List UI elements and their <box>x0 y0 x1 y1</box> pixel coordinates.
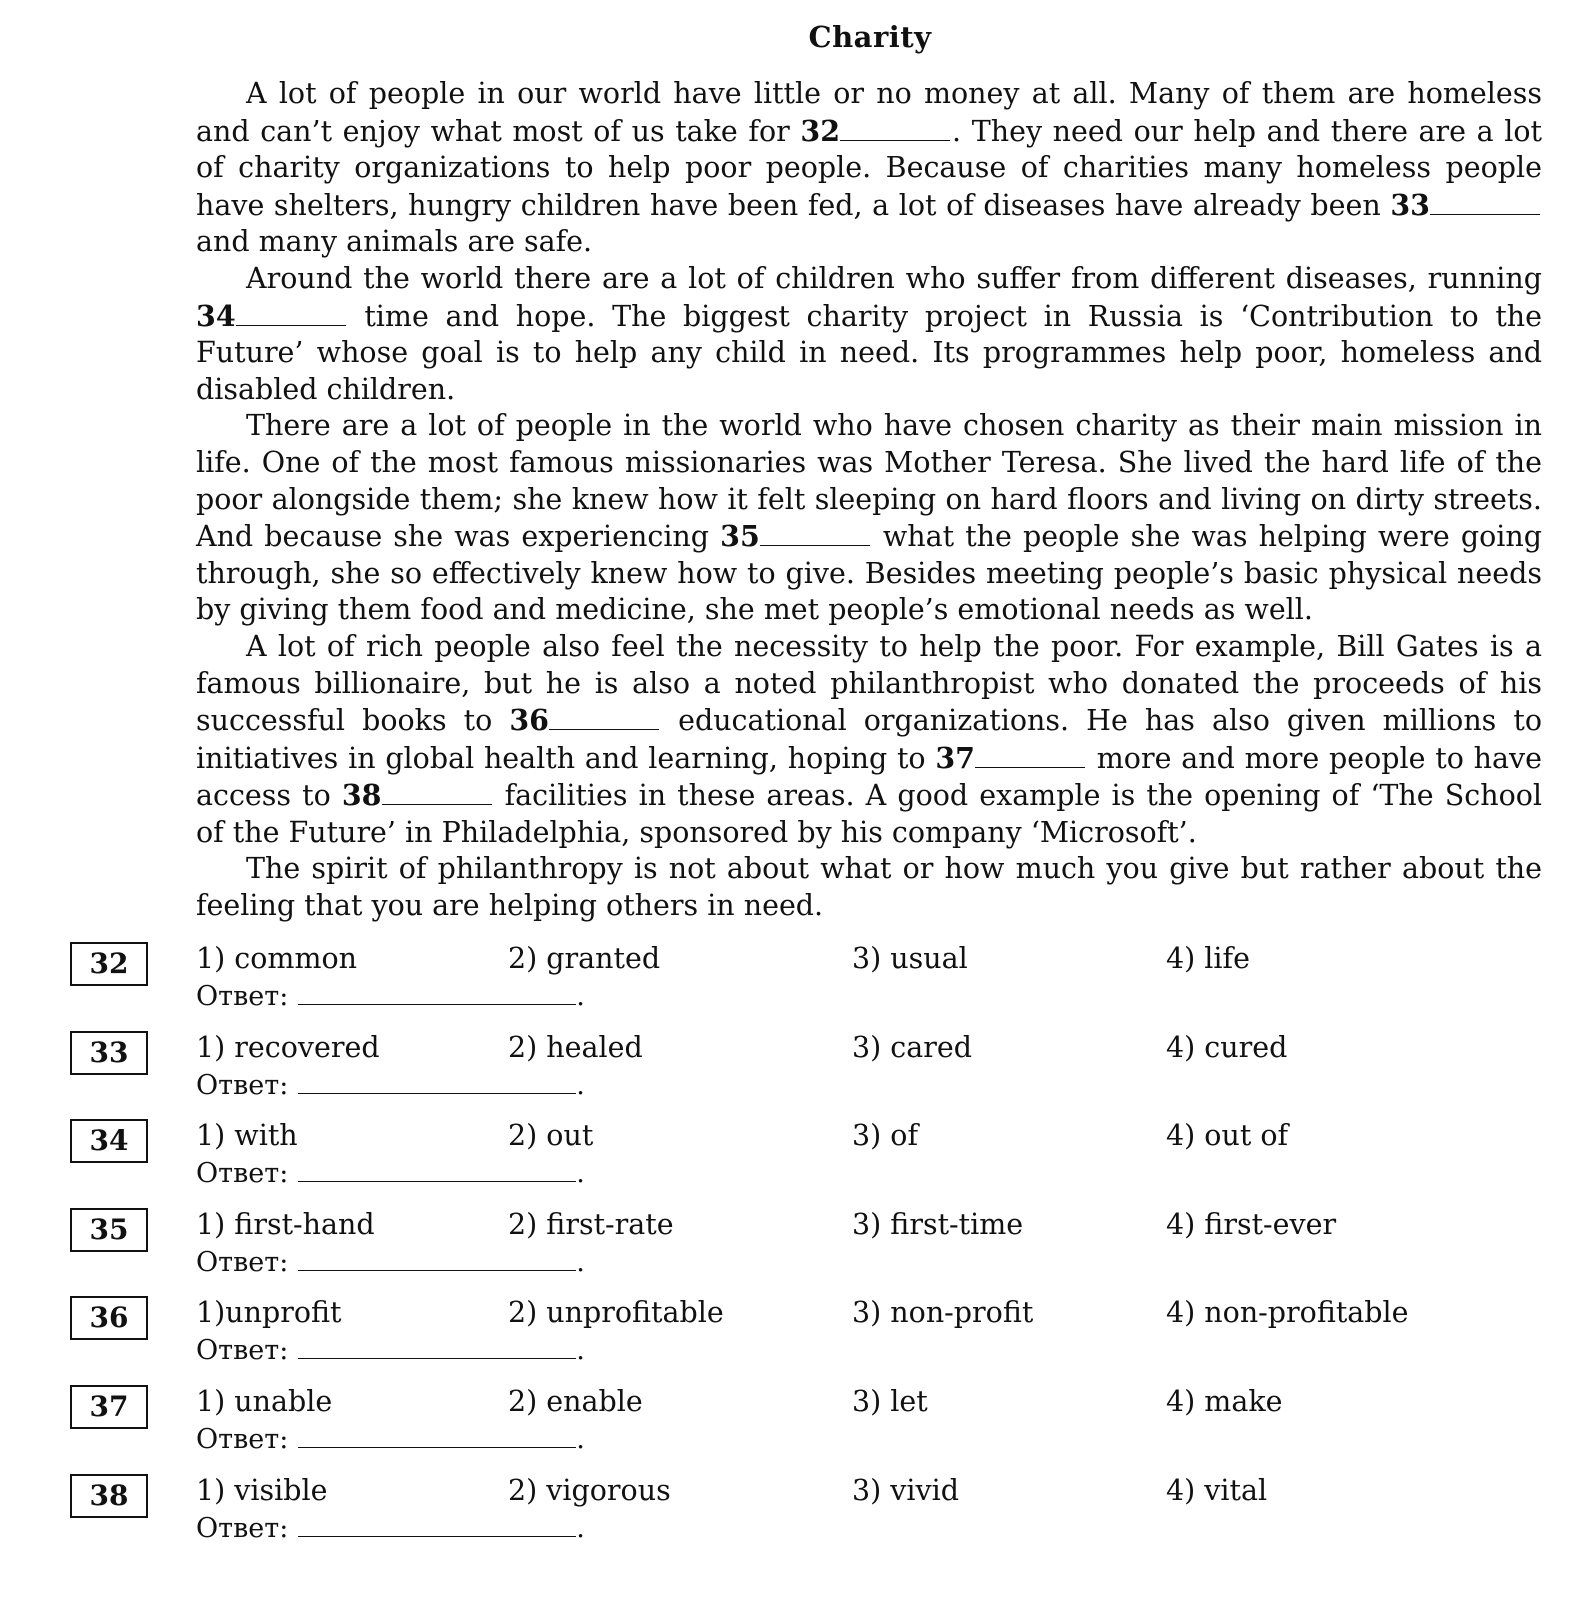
option-3[interactable]: 3) non-profit <box>852 1296 1034 1330</box>
answer-input-line[interactable] <box>298 1157 576 1182</box>
question-number-box: 33 <box>70 1031 148 1075</box>
question-33 <box>0 1031 1592 1121</box>
paragraph-text: Around the world there are a lot of children who suffer from different diseases, running <box>246 261 1542 295</box>
passage-text <box>196 76 1542 925</box>
passage-paragraph <box>196 408 1542 629</box>
answer-label: Ответ: <box>196 1424 289 1455</box>
option-3[interactable]: 3) usual <box>852 942 968 975</box>
option-1[interactable]: 1) recovered <box>196 1030 380 1064</box>
question-37 <box>0 1385 1592 1475</box>
gap-number: 34 <box>196 298 236 333</box>
answer-period: . <box>576 981 585 1012</box>
option-1[interactable]: 1) first-hand <box>196 1207 375 1241</box>
answer-period: . <box>576 1246 585 1278</box>
gap-37 <box>935 742 1087 775</box>
option-1[interactable]: 1) visible <box>196 1473 328 1507</box>
answer-label: Ответ: <box>196 1246 289 1278</box>
question-number-box: 34 <box>70 1119 148 1163</box>
answer-period: . <box>576 1158 585 1190</box>
answer-input-line[interactable] <box>298 1069 576 1094</box>
answer-label: Ответ: <box>196 1158 289 1190</box>
gap-number: 36 <box>509 703 550 738</box>
gap-number: 33 <box>1390 187 1430 222</box>
gap-blank-line[interactable] <box>1430 213 1540 215</box>
answer-input-line[interactable] <box>298 1512 576 1537</box>
gap-32 <box>800 115 952 148</box>
paragraph-text: educational organizations. He has also given millions to initiatives in global health and learning, hoping to <box>196 704 1542 775</box>
paragraph-text: what the people she was helping were going through, she so effectively knew how to give. Besides meeting people’s basic physical needs by giving them food and medicine, she met people’s emotional needs as well. <box>196 520 1542 627</box>
option-4[interactable]: 4) life <box>1166 942 1250 975</box>
gap-blank-line[interactable] <box>760 544 870 546</box>
gap-35 <box>720 520 872 553</box>
gap-38 <box>342 779 494 812</box>
gap-33 <box>1390 189 1542 222</box>
paragraph-text: more and more people to have access to <box>196 741 1542 813</box>
option-3[interactable]: 3) cared <box>852 1030 972 1064</box>
gap-blank-line[interactable] <box>382 803 492 805</box>
question-number-box: 32 <box>70 942 148 986</box>
answer-input-line[interactable] <box>298 1334 576 1359</box>
question-34 <box>0 1119 1592 1209</box>
option-2[interactable]: 2) healed <box>508 1030 643 1064</box>
page-title: Charity <box>808 20 932 54</box>
gap-blank-line[interactable] <box>236 324 346 326</box>
answer-period: . <box>576 1512 585 1544</box>
answer-period: . <box>576 1335 585 1367</box>
option-4[interactable]: 4) vital <box>1166 1473 1268 1507</box>
option-2[interactable]: 2) granted <box>508 942 661 975</box>
answer-label: Ответ: <box>196 1335 289 1367</box>
answer-period: . <box>576 1424 585 1455</box>
option-2[interactable]: 2) vigorous <box>508 1473 671 1507</box>
answer-label: Ответ: <box>196 1069 289 1101</box>
passage-paragraph <box>196 76 1542 261</box>
option-3[interactable]: 3) of <box>852 1119 919 1153</box>
gap-34 <box>196 300 348 333</box>
paragraph-text: A lot of rich people also feel the necessity to help the poor. For example, Bill Gates is a famous billionaire, but he is also a noted philanthropist who donated the proceeds of his successful books to <box>196 629 1542 738</box>
question-number-box: 37 <box>70 1385 148 1429</box>
answer-period: . <box>576 1069 585 1101</box>
passage-paragraph <box>196 851 1542 924</box>
gap-number: 35 <box>720 519 760 554</box>
gap-number: 32 <box>800 113 841 148</box>
option-3[interactable]: 3) first-time <box>852 1207 1024 1241</box>
option-4[interactable]: 4) make <box>1166 1385 1283 1418</box>
answer-row <box>196 1423 585 1457</box>
option-4[interactable]: 4) non-profitable <box>1166 1296 1409 1330</box>
answer-input-line[interactable] <box>298 1246 576 1271</box>
option-2[interactable]: 2) first-rate <box>508 1207 674 1241</box>
gap-number: 37 <box>935 740 976 775</box>
option-4[interactable]: 4) first-ever <box>1166 1207 1337 1241</box>
question-number-box: 38 <box>70 1474 148 1518</box>
option-3[interactable]: 3) let <box>852 1385 928 1418</box>
gap-blank-line[interactable] <box>840 139 950 141</box>
answer-row <box>196 1334 585 1368</box>
gap-number: 38 <box>341 778 382 813</box>
paragraph-text: and many animals are safe. <box>196 225 593 259</box>
answer-input-line[interactable] <box>298 980 576 1005</box>
option-1[interactable]: 1) unable <box>196 1385 333 1418</box>
paragraph-text: facilities in these areas. A good example is the opening of ‘The School of the Future’ in Philadelphia, sponsored by his company ‘Microsoft’. <box>196 779 1543 849</box>
option-2[interactable]: 2) enable <box>508 1385 643 1418</box>
answer-row <box>196 1512 585 1546</box>
option-4[interactable]: 4) out of <box>1166 1119 1289 1153</box>
answer-row <box>196 1157 585 1191</box>
question-38 <box>0 1474 1592 1564</box>
option-3[interactable]: 3) vivid <box>852 1473 959 1507</box>
option-1[interactable]: 1) with <box>196 1119 298 1153</box>
question-number-box: 36 <box>70 1296 148 1340</box>
option-1[interactable]: 1) common <box>196 942 357 975</box>
paragraph-text: . They need our help and there are a lot of charity organizations to help poor people. Because of charities many homeless people have shelters, hungry children have been fed, a lot of diseases have already been <box>196 114 1542 222</box>
option-1[interactable]: 1)unprofit <box>196 1296 342 1330</box>
gap-blank-line[interactable] <box>975 766 1085 768</box>
answer-row <box>196 1246 585 1280</box>
answer-row <box>196 980 585 1014</box>
paragraph-text: A lot of people in our world have little or no money at all. Many of them are homeless and can’t enjoy what most of us take for <box>196 77 1542 148</box>
question-35 <box>0 1208 1592 1298</box>
gap-36 <box>509 704 661 737</box>
paragraph-text: There are a lot of people in the world who have chosen charity as their main mission in life. One of the most famous missionaries was Mother Teresa. She lived the hard life of the poor alongside them; she knew how it felt sleeping on hard floors and living on dirty streets. And because she was experiencing <box>196 409 1542 554</box>
paragraph-text: The spirit of philanthropy is not about what or how much you give but rather about the feeling that you are helping others in need. <box>196 852 1542 923</box>
question-number-box: 35 <box>70 1208 148 1252</box>
answer-label: Ответ: <box>196 981 289 1012</box>
passage-paragraph <box>196 261 1542 408</box>
answer-label: Ответ: <box>196 1512 289 1544</box>
question-36 <box>0 1296 1592 1386</box>
passage-paragraph <box>196 629 1542 852</box>
gap-blank-line[interactable] <box>549 728 659 730</box>
option-2[interactable]: 2) out <box>508 1119 594 1153</box>
question-32 <box>0 942 1592 1032</box>
paragraph-text: time and hope. The biggest charity project in Russia is ‘Contribution to the Future’ whose goal is to help any child in need. Its programmes help poor, homeless and disabled children. <box>196 299 1542 406</box>
answer-row <box>196 1069 585 1103</box>
option-2[interactable]: 2) unprofitable <box>508 1296 724 1330</box>
option-4[interactable]: 4) cured <box>1166 1030 1288 1064</box>
answer-input-line[interactable] <box>298 1423 576 1448</box>
